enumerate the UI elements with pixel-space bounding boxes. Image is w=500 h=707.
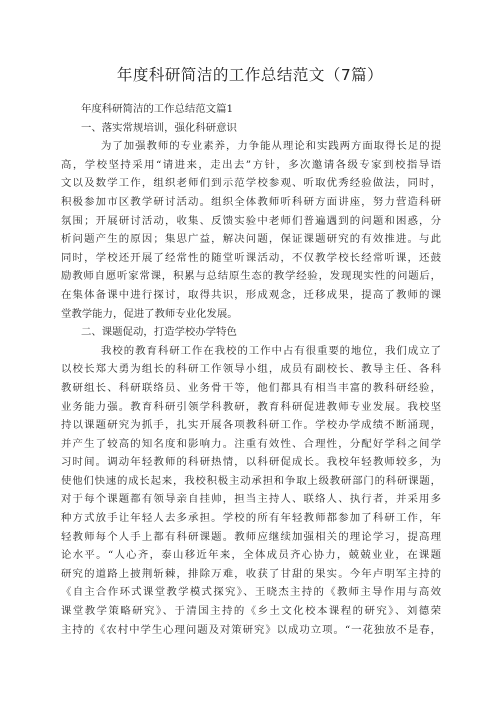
- paragraph-line: 研究的道路上披荆斩棘，排除万难，收获了甘甜的果实。今年卢明军主持的: [61, 567, 441, 580]
- subheading: 二、课题促动，打造学校办学特色: [81, 326, 237, 339]
- paragraph-line: 在集体备课中进行探讨，取得共识，形成观念，迁移成果，提高了教师的课: [61, 288, 441, 301]
- paragraph-line: 文以及数学工作，组织老师们到示范学校参观、听取优秀经验做法，同时，: [61, 177, 441, 190]
- paragraph-line: 使他们快速的成长起来，我校积极主动承担和争取上级教研部门的科研课题，: [61, 474, 441, 487]
- paragraph-line: 论水平。“人心齐，泰山移近年来，全体成员齐心协力，兢兢业业，在课题: [61, 549, 441, 562]
- subheading: 一、落实常规培训，强化科研意识: [81, 121, 237, 134]
- paragraph-line: 主持的《农村中学生心理问题及对策研究》以成功立项。“一花独放不是春，: [61, 623, 441, 636]
- paragraph-line: 堂教学能力，促进了教师专业化发展。: [61, 307, 238, 320]
- paragraph-line: 为了加强教师的专业素养，力争能从理论和实践两方面取得长足的提: [101, 140, 441, 153]
- paragraph-line: 持以课题研究为抓手，扎实开展各项教科研工作。学校办学成绩不断涌现，: [61, 419, 441, 432]
- paragraph-line: 种方式放手让年轻人去多承担。学校的所有年轻教师都参加了科研工作，年: [61, 512, 441, 525]
- paragraph-line: 业务能力强。教育科研引领学科教研，教育科研促进教师专业发展。我校坚: [61, 400, 441, 413]
- paragraph-line: 氛围；开展研讨活动，收集、反馈实验中老师们普遍遇到的问题和困惑，分: [61, 214, 441, 227]
- paragraph-line: 对于每个课题都有领导亲自挂帅，担当主持人、联络人、执行者，并采用多: [61, 493, 441, 506]
- paragraph-line: 同时，学校还开展了经常性的随堂听课活动，不仅教学校长经常听课，还鼓: [61, 251, 441, 264]
- document-body: [61, 100, 441, 639]
- paragraph-line: 我校的教育科研工作在我校的工作中占有很重要的地位，我们成立了: [101, 344, 441, 357]
- paragraph-line: 励教师自愿听家常课，积累与总结原生态的教学经验，发现现实性的问题后，: [61, 270, 441, 283]
- document-title: 年度科研简洁的工作总结范文（7篇）: [116, 66, 384, 84]
- paragraph-line: 《自主合作环式课堂教学模式探究》、王晓杰主持的《教师主导作用与高效: [61, 586, 441, 599]
- paragraph-line: 并产生了较高的知名度和影响力。注重有效性、合理性，分配好学科之间学: [61, 437, 441, 450]
- section-heading: 年度科研简洁的工作总结范文篇1: [81, 103, 234, 115]
- paragraph-line: 高，学校坚持采用“请进来，走出去”方针，多次邀请各级专家到校指导语: [61, 158, 441, 171]
- paragraph-line: 教研组长、科研联络员、业务骨干等，他们都具有相当丰富的教科研经验，: [61, 381, 441, 394]
- paragraph-line: 课堂教学策略研究》、于清国主持的《乡土文化校本课程的研究》、刘德荣: [61, 605, 441, 618]
- paragraph-line: 以校长郑大勇为组长的科研工作领导小组，成员有副校长、教导主任、各科: [61, 363, 441, 376]
- paragraph-line: 积极参加市区教学研讨活动。组织全体教师听科研方面讲座，努力营造科研: [61, 195, 441, 208]
- paragraph-line: 析问题产生的原因；集思广益，解决问题，保证课题研究的有效推进。与此: [61, 233, 441, 246]
- paragraph-line: 轻教师每个人手上都有科研课题。教师应继续加强相关的理论学习，提高理: [61, 530, 441, 543]
- paragraph-line: 习时间。调动年轻教师的科研热情，以科研促成长。我校年轻教师较多，为: [61, 456, 441, 469]
